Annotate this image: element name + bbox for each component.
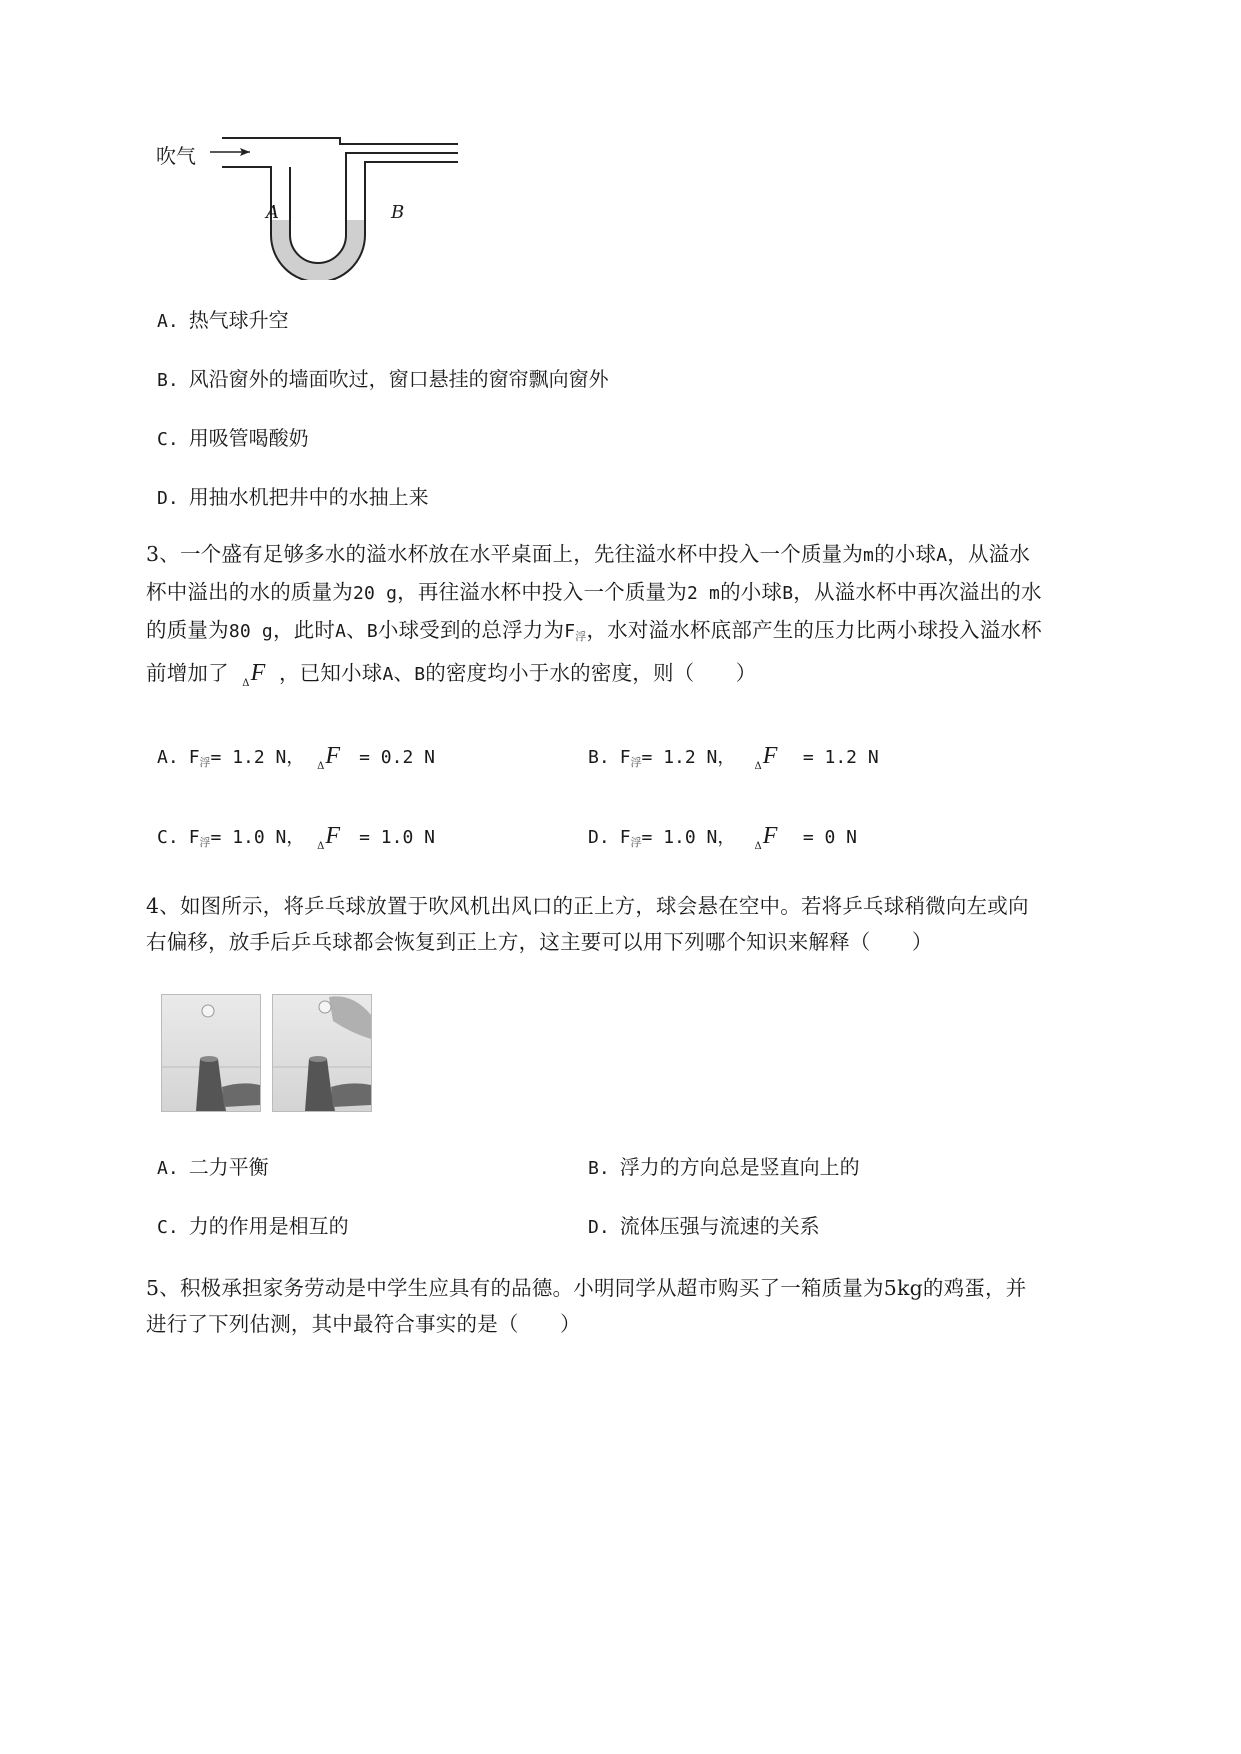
label-b: B bbox=[391, 202, 405, 223]
q2-option-a: A. 热气球升空 bbox=[157, 308, 289, 332]
q3-option-a: A. $F_浮= 1.2$ N， $_\Delta$F = 0.2 N bbox=[157, 743, 435, 772]
q3-option-d: D. $F_浮= 1.0$ N， $_\Delta$F = 0 N bbox=[588, 823, 857, 852]
question-5: 5、积极承担家务劳动是中学生应具有的品德。小明同学从超市购买了一箱质量为5kg的鸡蛋，并进行了下列估测，其中最符合事实的是（ ） bbox=[146, 1276, 1027, 1336]
q2-option-b: B. 风沿窗外的墙面吹过，窗口悬挂的窗帘飘向窗外 bbox=[157, 367, 609, 391]
label-a: A bbox=[266, 202, 279, 223]
u-tube-figure bbox=[150, 130, 470, 280]
question-3: 3、一个盛有足够多水的溢水杯放在水平桌面上，先往溢水杯中投入一个质量为m的小球A，从溢水杯中溢出的水的质量为20 g，再往溢水杯中投入一个质量为2 m的小球B，从溢水杯中再次溢出的水的质量为80 g，此时A、B小球受到的总浮力为$F_浮$，水对溢水杯底部产生的压力比两小球投入溢水杯前增加了 $_\Delta$F ，已知小球A、B的密度均小于水的密度，则（ ） bbox=[146, 542, 1042, 689]
u-tube-diagram bbox=[150, 130, 470, 280]
question-4: 4、如图所示，将乒乓球放置于吹风机出风口的正上方，球会悬在空中。若将乒乓球稍微向左或向右偏移，放手后乒乓球都会恢复到正上方，这主要可以用下列哪个知识来解释（ ） bbox=[146, 894, 1029, 954]
hair-dryer-photo-1 bbox=[161, 994, 261, 1112]
q4-option-a: A. 二力平衡 bbox=[157, 1155, 269, 1179]
q4-option-c: C. 力的作用是相互的 bbox=[157, 1214, 349, 1238]
blow-label: 吹气 bbox=[156, 144, 196, 168]
q4-option-b: B. 浮力的方向总是竖直向上的 bbox=[588, 1155, 860, 1179]
q3-option-c: C. $F_浮= 1.0$ N， $_\Delta$F = 1.0 N bbox=[157, 823, 435, 852]
hair-dryer-photo-2 bbox=[272, 994, 372, 1112]
q3-option-b: B. $F_浮= 1.2$ N， $_\Delta$F = 1.2 N bbox=[588, 743, 879, 772]
q2-option-d: D. 用抽水机把井中的水抽上来 bbox=[157, 485, 429, 509]
q2-option-c: C. 用吸管喝酸奶 bbox=[157, 426, 309, 450]
q4-option-d: D. 流体压强与流速的关系 bbox=[588, 1214, 820, 1238]
